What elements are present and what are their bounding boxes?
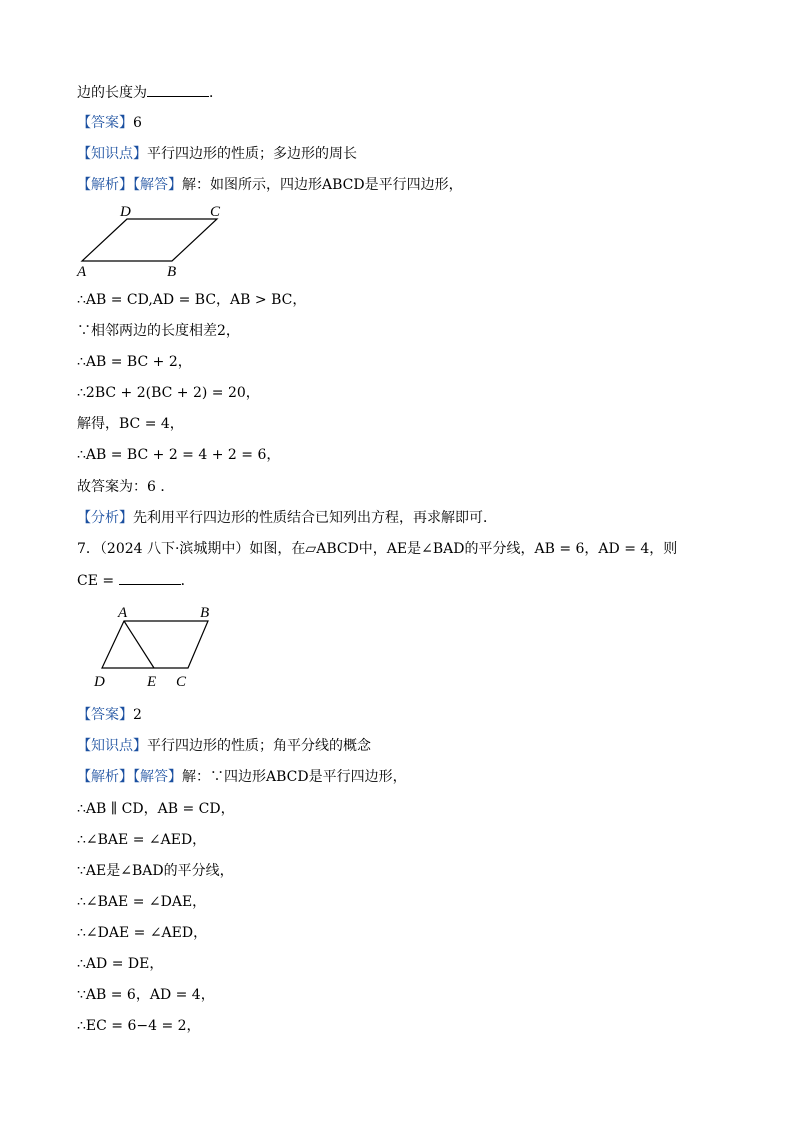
step-line: ∴∠DAE = ∠AED， bbox=[77, 925, 208, 941]
step-line: ∵相邻两边的长度相差2， bbox=[77, 323, 240, 339]
parallelogram-shape bbox=[102, 621, 208, 668]
analysis-text: 解：如图所示，四边形ABCD是平行四边形， bbox=[182, 177, 463, 193]
summary-line-1 bbox=[77, 508, 497, 528]
step-line: ∵AB = 6，AD = 4， bbox=[77, 987, 215, 1003]
knowledge-line-1 bbox=[77, 144, 357, 164]
step-line: ∴EC = 6−4 = 2， bbox=[77, 1018, 201, 1034]
answer-blank[interactable] bbox=[147, 82, 209, 97]
analysis-line-1 bbox=[77, 175, 463, 195]
knowledge-text: 平行四边形的性质；多边形的周长 bbox=[147, 146, 357, 162]
answer-text: 2 bbox=[133, 707, 142, 723]
knowledge-tag: 【知识点】 bbox=[77, 146, 147, 162]
parallelogram-figure-1 bbox=[72, 200, 242, 280]
line-text: ． bbox=[180, 573, 195, 589]
step-line: ∴AB = BC + 2 = 4 + 2 = 6， bbox=[77, 447, 281, 463]
step-line: ∴2BC + 2(BC + 2) = 20， bbox=[77, 385, 260, 401]
line-text: 边的长度为 bbox=[77, 85, 147, 101]
line-text: CE = bbox=[77, 573, 119, 589]
step-line: ∴AB ∥ CD，AB = CD， bbox=[77, 801, 235, 817]
knowledge-tag: 【知识点】 bbox=[77, 738, 147, 754]
line-text: ． bbox=[209, 85, 223, 101]
step-line: ∴AD = DE， bbox=[77, 956, 164, 972]
answer-blank[interactable] bbox=[119, 570, 181, 585]
step-line: ∵AE是∠BAD的平分线， bbox=[77, 863, 234, 879]
summary-tag: 【分析】 bbox=[77, 510, 133, 526]
step-line: 解得，BC = 4， bbox=[77, 416, 184, 432]
line-answer-blank-2 bbox=[77, 570, 195, 591]
solution-tag: 【解答】 bbox=[133, 769, 182, 785]
answer-line-1 bbox=[77, 113, 142, 133]
question-7-stem: 7．（2024 八下·滨城期中）如图，在▱ABCD中，AE是∠BAD的平分线，AB = 6，AD = 4，则 bbox=[77, 541, 678, 557]
vertex-label-e: E bbox=[147, 674, 157, 690]
answer-line-2 bbox=[77, 705, 142, 725]
vertex-label-b: B bbox=[167, 264, 177, 280]
step-line: 故答案为：6 ． bbox=[77, 479, 175, 495]
vertex-label-b: B bbox=[200, 605, 210, 621]
bisector-ae bbox=[124, 621, 154, 668]
answer-tag: 【答案】 bbox=[77, 115, 133, 131]
knowledge-line-2 bbox=[77, 736, 371, 756]
line-answer-blank-1 bbox=[77, 82, 223, 103]
parallelogram-shape bbox=[82, 219, 217, 261]
analysis-line-2 bbox=[77, 767, 407, 787]
step-line: ∴∠BAE = ∠DAE， bbox=[77, 894, 207, 910]
vertex-label-a: A bbox=[77, 264, 87, 280]
step-line: ∴AB = BC + 2， bbox=[77, 354, 192, 370]
analysis-tag: 【解析】 bbox=[77, 177, 133, 193]
vertex-label-c: C bbox=[210, 204, 221, 220]
parallelogram-figure-2 bbox=[88, 600, 228, 692]
analysis-tag: 【解析】 bbox=[77, 769, 133, 785]
step-line: ∴AB = CD,AD = BC，AB > BC， bbox=[77, 292, 307, 308]
knowledge-text: 平行四边形的性质；角平分线的概念 bbox=[147, 738, 371, 754]
solution-tag: 【解答】 bbox=[133, 177, 182, 193]
analysis-text: 解：∵四边形ABCD是平行四边形， bbox=[182, 769, 407, 785]
vertex-label-a: A bbox=[118, 605, 128, 621]
vertex-label-d: D bbox=[94, 674, 105, 690]
vertex-label-d: D bbox=[120, 204, 131, 220]
answer-tag: 【答案】 bbox=[77, 707, 133, 723]
vertex-label-c: C bbox=[176, 674, 187, 690]
step-line: ∴∠BAE = ∠AED， bbox=[77, 832, 207, 848]
summary-text: 先利用平行四边形的性质结合已知列出方程，再求解即可． bbox=[133, 510, 497, 526]
answer-text: 6 bbox=[133, 115, 142, 131]
